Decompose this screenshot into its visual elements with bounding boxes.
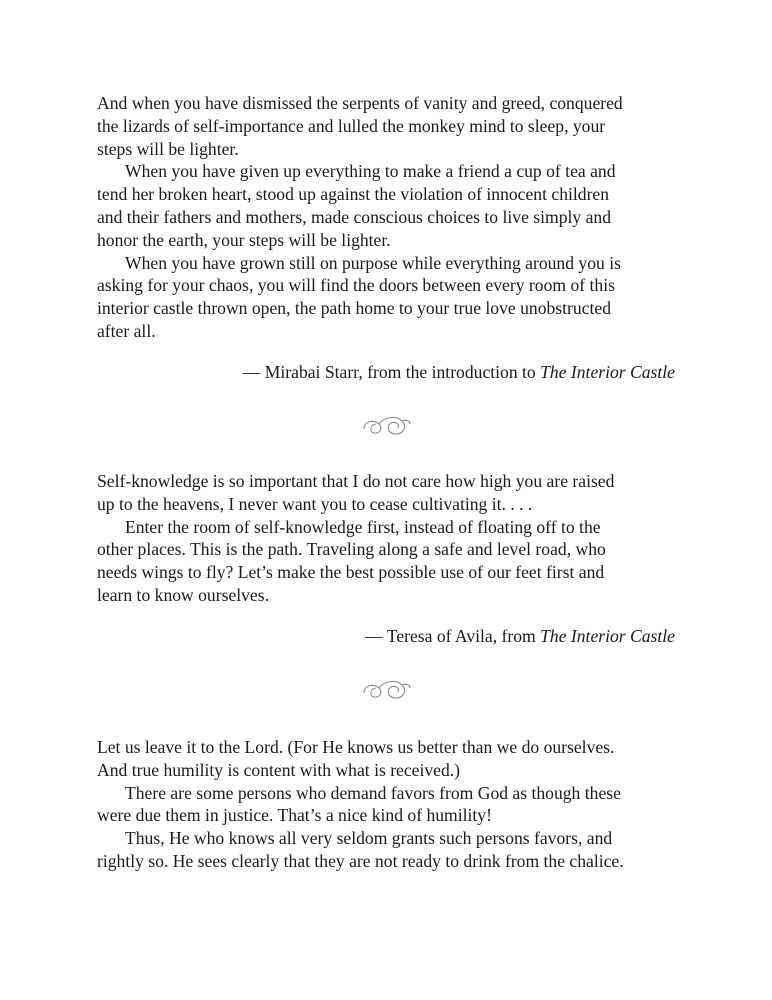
paragraph: And when you have dismissed the serpents of vanity and greed, conquered the lizards of self-importance and lulled the monkey mind to sleep, your steps will be lighter. bbox=[97, 93, 623, 159]
swirl-ornament-icon bbox=[360, 412, 414, 438]
attribution-1: — Mirabai Starr, from the introduction to The Interior Castle bbox=[242, 362, 675, 382]
book-title: The Interior Castle bbox=[540, 626, 675, 646]
passage-3 bbox=[97, 736, 677, 873]
paragraph: Enter the room of self-knowledge first, instead of floating off to the other places. This is the path. Traveling along a safe and level road, who needs wings to fly? Let’s make the best possible use of our feet first and learn to know ourselves. bbox=[97, 516, 606, 605]
paragraph: When you have grown still on purpose while everything around you is asking for your chaos, you will find the doors between every room of this interior castle thrown open, the path home to your true love unobstructed after all. bbox=[97, 252, 621, 341]
paragraph: Self-knowledge is so important that I do not care how high you are raised up to the heavens, I never want you to cease cultivating it. . . . bbox=[97, 471, 615, 514]
passage-2 bbox=[97, 470, 677, 607]
paragraph: When you have given up everything to make a friend a cup of tea and tend her broken heart, stood up against the violation of innocent children and their fathers and mothers, made conscious choices to live simply and honor the earth, your steps will be lighter. bbox=[97, 161, 616, 250]
attribution-2: — Teresa of Avila, from The Interior Castle bbox=[365, 626, 675, 646]
paragraph: There are some persons who demand favors from God as though these were due them in justice. That’s a nice kind of humility! bbox=[97, 782, 621, 826]
swirl-ornament-icon bbox=[360, 676, 414, 702]
passage-1 bbox=[97, 92, 677, 343]
book-title: The Interior Castle bbox=[540, 362, 675, 382]
paragraph: Thus, He who knows all very seldom grants such persons favors, and rightly so. He sees clearly that they are not ready to drink from the chalice. bbox=[97, 828, 624, 871]
paragraph: Let us leave it to the Lord. (For He knows us better than we do ourselves. And true humility is content with what is received.) bbox=[97, 737, 615, 780]
